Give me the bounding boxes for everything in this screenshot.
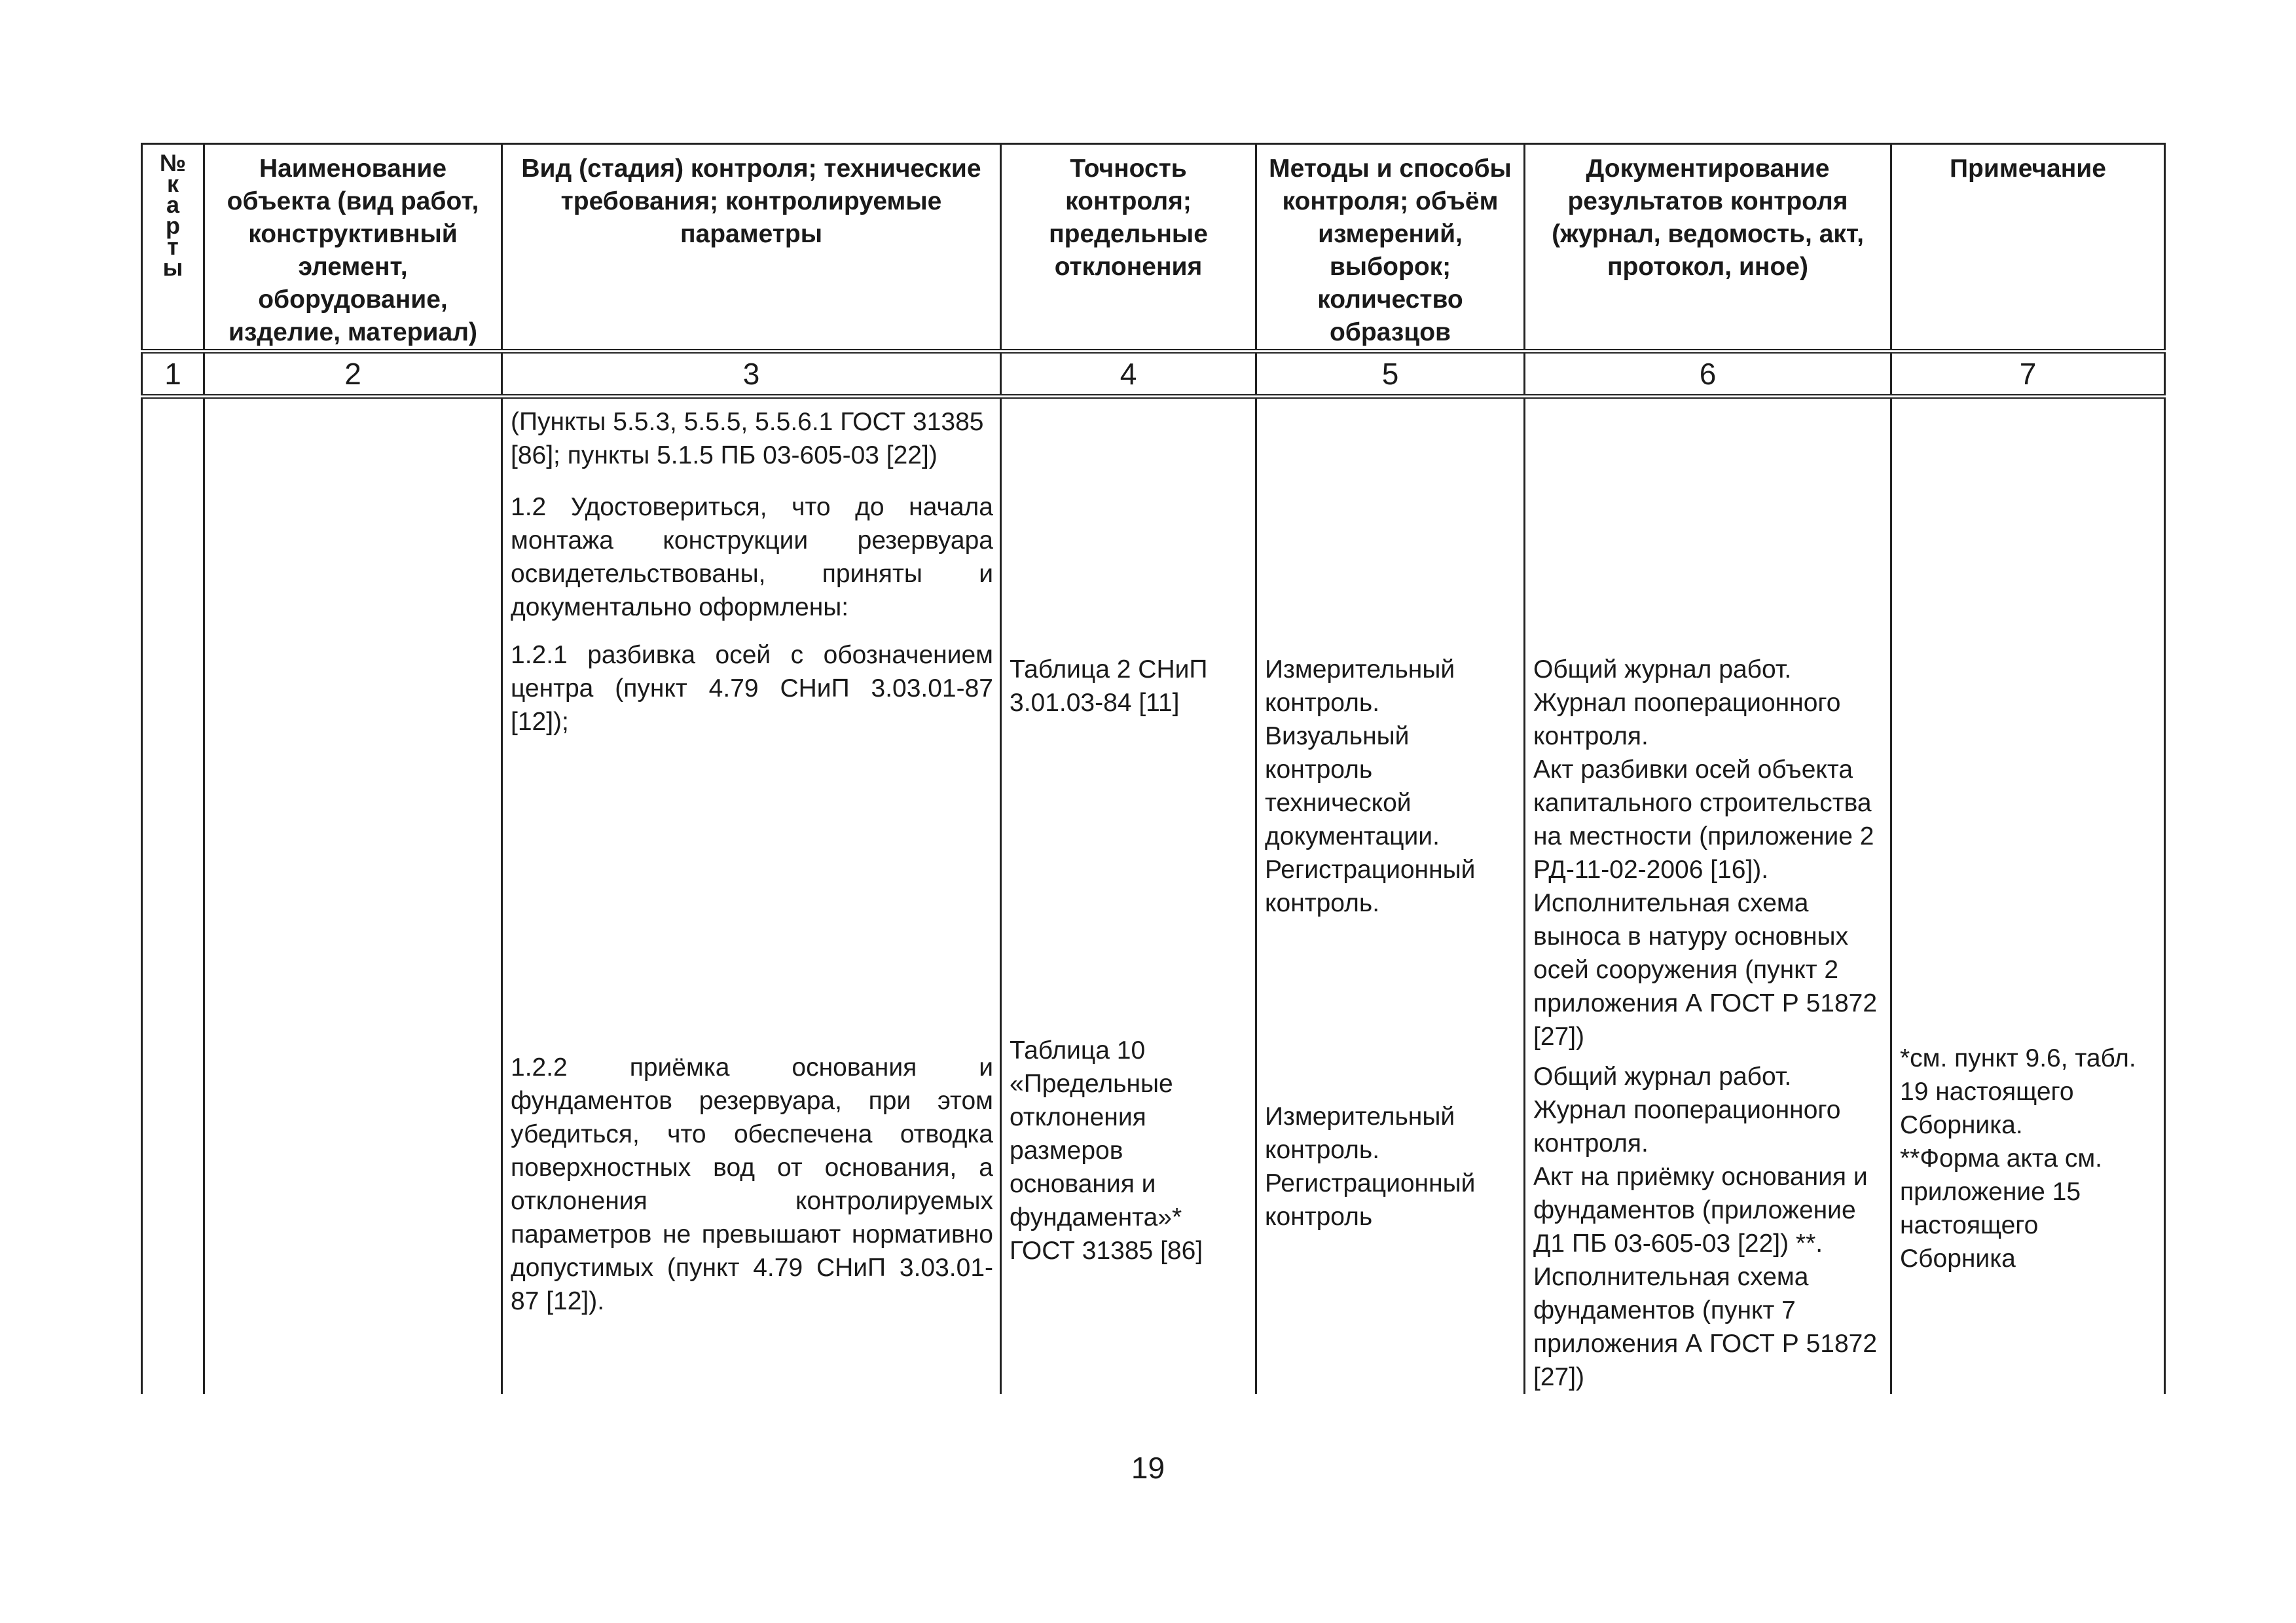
body-methods-cell: [1256, 397, 1525, 1395]
header-documentation: Документирование результатов контроля (журнал, ведомость, акт, протокол, иное): [1525, 144, 1891, 352]
header-card-number-char: р: [166, 212, 180, 239]
header-card-number-char: т: [167, 233, 179, 260]
header-note: Примечание: [1891, 144, 2165, 352]
body-card-number-cell: [142, 397, 204, 1395]
column-number: 6: [1525, 352, 1891, 397]
body-documentation-cell: [1525, 397, 1891, 1395]
header-object-name: Наименование объекта (вид работ, конструктивный элемент, оборудование, изделие, материал): [204, 144, 502, 352]
control-item-1-2-1: 1.2.1 разбивка осей с обозначением центра (пункт 4.79 СНиП 3.03.01-87 [12]);: [511, 641, 993, 736]
body-note-cell: [1891, 397, 2165, 1395]
note-2: **Форма акта см. приложение 15 настоящего Сборника: [1900, 1144, 2103, 1273]
accuracy-2: Таблица 10 «Предельные отклонения размеров основания и фундамента»* ГОСТ 31385 [86]: [1010, 1036, 1203, 1265]
column-number-row: [142, 352, 2165, 397]
method-b1: Измерительный контроль.: [1265, 1103, 1455, 1164]
header-control-type: Вид (стадия) контроля; технические требования; контролируемые параметры: [502, 144, 1001, 352]
doc-a1: Общий журнал работ.: [1533, 655, 1792, 684]
header-row: [142, 144, 2165, 352]
column-number: 5: [1256, 352, 1525, 397]
header-card-number: [142, 144, 204, 352]
column-number: 2: [204, 352, 502, 397]
doc-a3: Акт разбивки осей объекта капитального строительства на местности (приложение 2 РД-11-02-2006 [16]).: [1533, 756, 1874, 884]
control-table: [141, 143, 2166, 1394]
control-ref-text: (Пункты 5.5.3, 5.5.5, 5.5.6.1 ГОСТ 31385 [86]; пункты 5.1.5 ПБ 03-605-03 [22]): [511, 408, 984, 469]
header-methods: Методы и способы контроля; объём измерений, выборок; количество образцов: [1256, 144, 1525, 352]
column-number: 7: [1891, 352, 2165, 397]
doc-b2: Журнал пооперационного контроля.: [1533, 1096, 1841, 1158]
column-number: 3: [502, 352, 1001, 397]
doc-b3: Акт на приёмку основания и фундаментов (приложение Д1 ПБ 03-605-03 [22]) **.: [1533, 1163, 1868, 1258]
note-1: *см. пункт 9.6, табл. 19 настоящего Сборника.: [1900, 1044, 2136, 1139]
doc-a2: Журнал пооперационного контроля.: [1533, 689, 1841, 750]
method-a3: Регистрационный контроль.: [1265, 856, 1476, 917]
doc-b4: Исполнительная схема фундаментов (пункт 7 приложения А ГОСТ Р 51872 [27]): [1533, 1263, 1878, 1391]
method-a2: Визуальный контроль технической документации.: [1265, 722, 1440, 850]
method-b2: Регистрационный контроль: [1265, 1169, 1476, 1231]
body-object-name-cell: [204, 397, 502, 1395]
accuracy-1: Таблица 2 СНиП 3.01.03-84 [11]: [1010, 655, 1208, 717]
column-number: 1: [142, 352, 204, 397]
page-number: 19: [1131, 1451, 1165, 1485]
doc-b1: Общий журнал работ.: [1533, 1063, 1792, 1091]
header-accuracy: Точность контроля; предельные отклонения: [1001, 144, 1256, 352]
header-card-number-char: к: [166, 170, 179, 197]
body-control-type-cell: [502, 397, 1001, 1395]
body-row: [142, 397, 2165, 1395]
header-card-number-char: а: [166, 191, 180, 218]
header-card-number-char: №: [159, 149, 187, 176]
control-item-1-2: 1.2 Удостовериться, что до начала монтажа конструкции резервуара освидетельствованы, приняты и документально оформлены:: [511, 493, 993, 621]
doc-a4: Исполнительная схема выноса в натуру основных осей сооружения (пункт 2 приложения А ГОСТ Р 51872 [27]): [1533, 889, 1878, 1051]
method-a1: Измерительный контроль.: [1265, 655, 1455, 717]
header-card-number-char: ы: [162, 254, 183, 281]
column-number: 4: [1001, 352, 1256, 397]
body-accuracy-cell: [1001, 397, 1256, 1395]
control-item-1-2-2: 1.2.2 приёмка основания и фундаментов резервуара, при этом убедиться, что обеспечена отводка поверхностных вод от основания, а отклонения контролируемых параметров не превышают нормативно допустимых (пункт 4.79 СНиП 3.03.01-87 [12]).: [511, 1053, 993, 1315]
